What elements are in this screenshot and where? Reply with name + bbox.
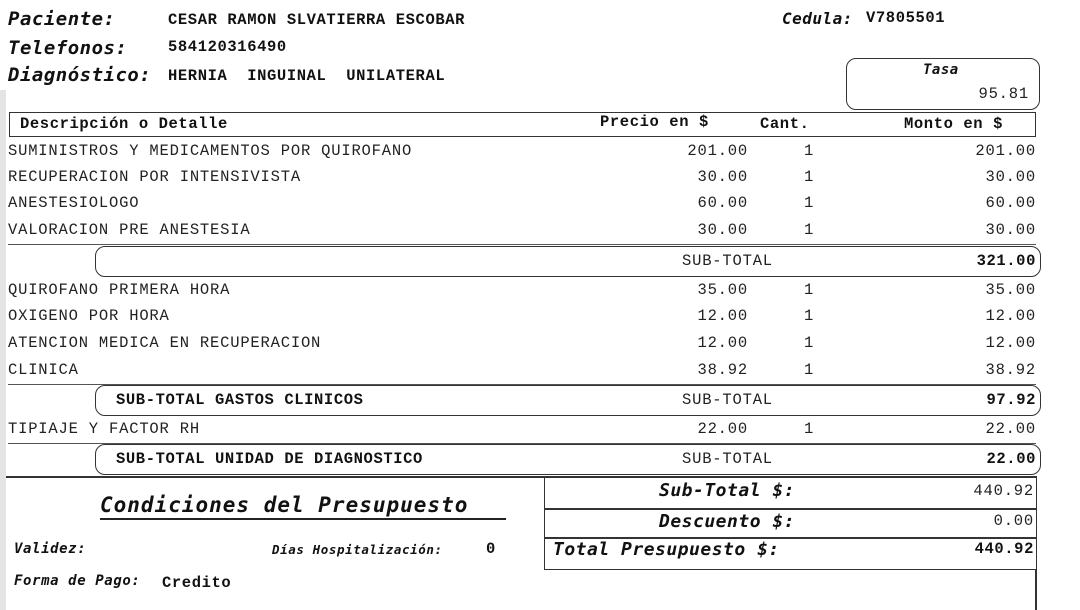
subtotal-value: 321.00	[976, 252, 1036, 270]
paciente-label: Paciente:	[8, 8, 116, 30]
row-desc: ATENCION MEDICA EN RECUPERACION	[8, 334, 322, 352]
subtotal-title: SUB-TOTAL UNIDAD DE DIAGNOSTICO	[116, 450, 423, 468]
subtotal-box	[95, 246, 1041, 277]
subtotal-value: 97.92	[986, 391, 1036, 409]
subtotal-box	[95, 444, 1041, 475]
tasa-value: 95.81	[978, 85, 1029, 103]
row-cant: 1	[804, 420, 815, 438]
row-precio: 12.00	[697, 334, 748, 352]
subtotal-label: SUB-TOTAL	[682, 252, 773, 270]
row-monto: 60.00	[985, 194, 1036, 212]
col-monto: Monto en $	[904, 115, 1004, 133]
dias-label: Días Hospitalización:	[272, 542, 443, 557]
row-cant: 1	[804, 221, 815, 239]
subtotal-value: 22.00	[986, 450, 1036, 468]
col-cant: Cant.	[760, 115, 810, 133]
row-desc: RECUPERACION POR INTENSIVISTA	[8, 168, 301, 186]
forma-pago-value: Credito	[162, 574, 232, 592]
row-cant: 1	[804, 361, 815, 379]
row-precio: 22.00	[697, 420, 748, 438]
row-cant: 1	[804, 168, 815, 186]
dias-value: 0	[486, 540, 496, 558]
col-descripcion: Descripción o Detalle	[20, 115, 228, 133]
forma-pago-label: Forma de Pago:	[14, 573, 141, 589]
row-monto: 35.00	[985, 281, 1036, 299]
row-precio: 30.00	[697, 221, 748, 239]
row-desc: OXIGENO POR HORA	[8, 307, 170, 325]
telefonos-label: Telefonos:	[8, 37, 128, 59]
diagnostico-value: HERNIA INGUINAL UNILATERAL	[168, 67, 446, 85]
table-header	[9, 112, 1036, 137]
row-monto: 12.00	[985, 334, 1036, 352]
subtotal-label: SUB-TOTAL	[682, 450, 773, 468]
row-precio: 38.92	[697, 361, 748, 379]
row-monto: 201.00	[975, 142, 1036, 160]
row-monto: 30.00	[985, 221, 1036, 239]
cedula-label: Cedula:	[782, 9, 853, 28]
cedula-value: V7805501	[866, 9, 946, 27]
diagnostico-label: Diagnóstico:	[8, 64, 152, 86]
row-precio: 35.00	[697, 281, 748, 299]
subtotal-label: SUB-TOTAL	[682, 391, 773, 409]
row-cant: 1	[804, 194, 815, 212]
footer-right-edge	[1035, 570, 1037, 610]
condiciones-underline	[100, 518, 506, 520]
row-precio: 60.00	[697, 194, 748, 212]
row-cant: 1	[804, 142, 815, 160]
telefonos-value: 584120316490	[168, 38, 287, 56]
col-precio: Precio en $	[600, 113, 709, 131]
row-monto: 38.92	[985, 361, 1036, 379]
row-precio: 12.00	[697, 307, 748, 325]
row-monto: 30.00	[985, 168, 1036, 186]
totals-divider	[545, 508, 1036, 510]
row-desc: VALORACION PRE ANESTESIA	[8, 221, 251, 239]
tasa-label: Tasa	[923, 62, 959, 78]
validez-label: Validez:	[14, 541, 87, 557]
descuento-value: 0.00	[993, 512, 1034, 530]
total-label: Total Presupuesto $:	[553, 539, 780, 560]
paciente-value: CESAR RAMON SLVATIERRA ESCOBAR	[168, 11, 466, 29]
page-edge-shade	[0, 90, 6, 610]
subtotal-box	[95, 385, 1041, 416]
subtotal-value: 440.92	[973, 482, 1034, 500]
row-desc: TIPIAJE Y FACTOR RH	[8, 420, 200, 438]
divider	[8, 244, 1036, 245]
row-precio: 201.00	[687, 142, 748, 160]
row-monto: 22.00	[985, 420, 1036, 438]
row-precio: 30.00	[697, 168, 748, 186]
total-value: 440.92	[974, 540, 1034, 558]
row-cant: 1	[804, 281, 815, 299]
subtotal-label: Sub-Total $:	[659, 480, 796, 501]
row-desc: QUIROFANO PRIMERA HORA	[8, 281, 231, 299]
row-desc: SUMINISTROS Y MEDICAMENTOS POR QUIROFANO	[8, 142, 413, 160]
condiciones-title: Condiciones del Presupuesto	[100, 493, 469, 517]
descuento-label: Descuento $:	[659, 511, 796, 532]
totals-box	[544, 476, 1037, 570]
row-cant: 1	[804, 307, 815, 325]
row-desc: ANESTESIOLOGO	[8, 194, 140, 212]
row-monto: 12.00	[985, 307, 1036, 325]
tasa-box	[846, 58, 1040, 110]
row-cant: 1	[804, 334, 815, 352]
subtotal-title: SUB-TOTAL GASTOS CLINICOS	[116, 391, 364, 409]
row-desc: CLINICA	[8, 361, 79, 379]
